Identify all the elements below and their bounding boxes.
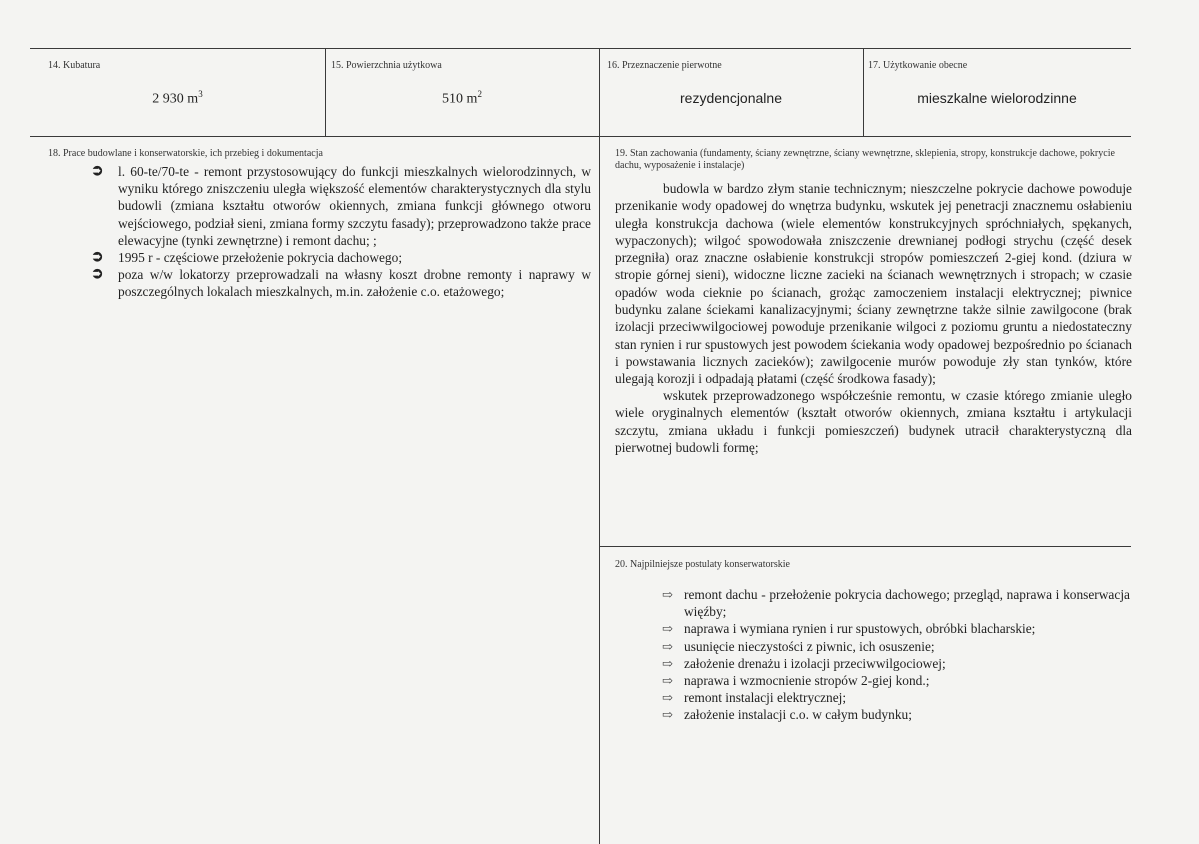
section-18-label: 18. Prace budowlane i konserwatorskie, ich przebieg i dokumentacja <box>48 148 323 159</box>
list-item-text: założenie drenażu i izolacji przeciwwilgociowej; <box>684 655 946 671</box>
section-19-paragraph-1: budowla w bardzo złym stanie technicznym; nieszczelne pokrycie dachowe powoduje przenikanie wody opadowej do wnętrza budynku, wskutek jej penetracji znacznemu osłabieniu uległa konstrukcja dachowa (wiele elementów konstrukcyjnych spróchniałych, spękanych, wypaczonych); wilgoć spowodowała zniszczenie drewnianej podłogi strychu (część desek przegniła) oraz znaczne osłabienie konstrukcji stropów pomieszczeń 2-giej kond. (dziura w stropie górnej sieni), widoczne liczne zacieki na ścianach wewnętrznych i stropach; w czasie opadów woda cieknie po ścianach, grożąc zamoczeniem instalacji elektrycznej; piwnice budynku zalane ściekami kanalizacyjnymi; ściany zewnętrzne także silnie zawilgocone (brak izolacji przeciwwilgociowej powoduje przenikanie wilgoci z poziomu gruntu a niedostateczny stan rynien i rur spustowych jest powodem ściekania wody opadowej bezpośrednio po ścianach i powstawania licznych zacieków); zawilgocenie murów powoduje zły stan tynków, które ulegają korozji i odpadają płatami (część środkowa fasady); <box>615 181 1132 387</box>
section-19-paragraph-2: wskutek przeprowadzonego współcześnie remontu, w czasie którego zmianie uległo wiele oryginalnych elementów (kształt otworów okiennych, zmiana kształtu i artykulacji szczytu, zmiana układu i funkcji pomieszczeń) budynek utracił charakterystyczną dla pierwotnej budowli formę; <box>615 388 1132 455</box>
list-item <box>662 655 1130 672</box>
outline-arrow-right-icon: ⇨ <box>662 707 673 723</box>
list-item-text: usunięcie nieczystości z piwnic, ich osuszenie; <box>684 638 935 654</box>
outline-arrow-right-icon: ⇨ <box>662 587 673 602</box>
field-16-value: rezydencjonalne <box>680 90 782 106</box>
outline-arrow-right-icon: ⇨ <box>662 673 673 689</box>
top-border <box>30 48 1131 49</box>
field-17-label: 17. Użytkowanie obecne <box>868 60 968 71</box>
section-20-list <box>662 586 1130 724</box>
section-19-label: 19. Stan zachowania (fundamenty, ściany zewnętrzne, ściany wewnętrzne, sklepienia, stropy, konstrukcje dachowe, pokrycie dachu, wyposażenie i instalacje) <box>615 148 1115 171</box>
list-item-text: założenie instalacji c.o. w całym budynku; <box>684 707 912 723</box>
outline-arrow-right-icon: ⇨ <box>662 655 673 671</box>
list-item-text: remont dachu - przełożenie pokrycia dachowego; przegląd, naprawa i konserwacja więźby; <box>684 587 1130 620</box>
col-divider-2 <box>599 48 600 844</box>
outline-arrow-right-icon: ⇨ <box>662 638 673 654</box>
list-item-text: naprawa i wymiana rynien i rur spustowych, obróbki blacharskie; <box>684 621 1036 637</box>
list-item <box>91 249 591 266</box>
list-item <box>662 586 1130 620</box>
list-item <box>91 266 591 300</box>
list-item-text: l. 60-te/70-te - remont przystosowujący do funkcji mieszkalnych wielorodzinnych, w wyniku którego zniszczeniu uległa większość elementów charakterystycznych dla stylu budowli (zmiana kształtu otworów okiennych, zmiana funkcji głównego otworu wejściowego, podział sieni, zmiana formy szczytu fasady); przeprowadzono także prace elewacyjne (tynki zewnętrzne) i remont dachu; ; <box>118 164 591 248</box>
field-14-number: 2 930 m <box>152 91 199 107</box>
field-15-number: 510 m <box>442 91 478 107</box>
list-item <box>91 163 591 249</box>
list-item <box>662 689 1130 706</box>
outline-arrow-right-icon: ⇨ <box>662 690 673 706</box>
curved-arrow-icon: ➲ <box>91 266 104 283</box>
field-15-exponent: 2 <box>477 89 482 99</box>
row-divider <box>30 136 1131 137</box>
section-20-label: 20. Najpilniejsze postulaty konserwatorskie <box>615 559 790 570</box>
field-14-label: 14. Kubatura <box>48 60 101 71</box>
field-16-label: 16. Przeznaczenie pierwotne <box>607 60 722 71</box>
curved-arrow-icon: ➲ <box>91 249 104 266</box>
list-item-text: poza w/w lokatorzy przeprowadzali na własny koszt drobne remonty i naprawy w poszczególnych lokalach mieszkalnych, m.in. założenie c.o. etażowego; <box>118 267 591 300</box>
list-item-text: naprawa i wzmocnienie stropów 2-giej kond.; <box>684 673 930 689</box>
field-15-label: 15. Powierzchnia użytkowa <box>331 60 442 71</box>
list-item <box>662 672 1130 689</box>
field-17-value: mieszkalne wielorodzinne <box>917 90 1077 106</box>
list-item <box>662 706 1130 723</box>
field-15-value <box>325 89 599 108</box>
field-14-value <box>30 89 325 108</box>
list-item <box>662 638 1130 655</box>
curved-arrow-icon: ➲ <box>91 163 104 179</box>
section-19-20-divider <box>599 546 1131 547</box>
list-item-text: 1995 r - częściowe przełożenie pokrycia dachowego; <box>118 250 403 266</box>
list-item <box>662 620 1130 637</box>
section-18-list <box>91 163 591 301</box>
field-14-exponent: 3 <box>198 89 203 99</box>
list-item-text: remont instalacji elektrycznej; <box>684 690 847 706</box>
outline-arrow-right-icon: ⇨ <box>662 621 673 637</box>
